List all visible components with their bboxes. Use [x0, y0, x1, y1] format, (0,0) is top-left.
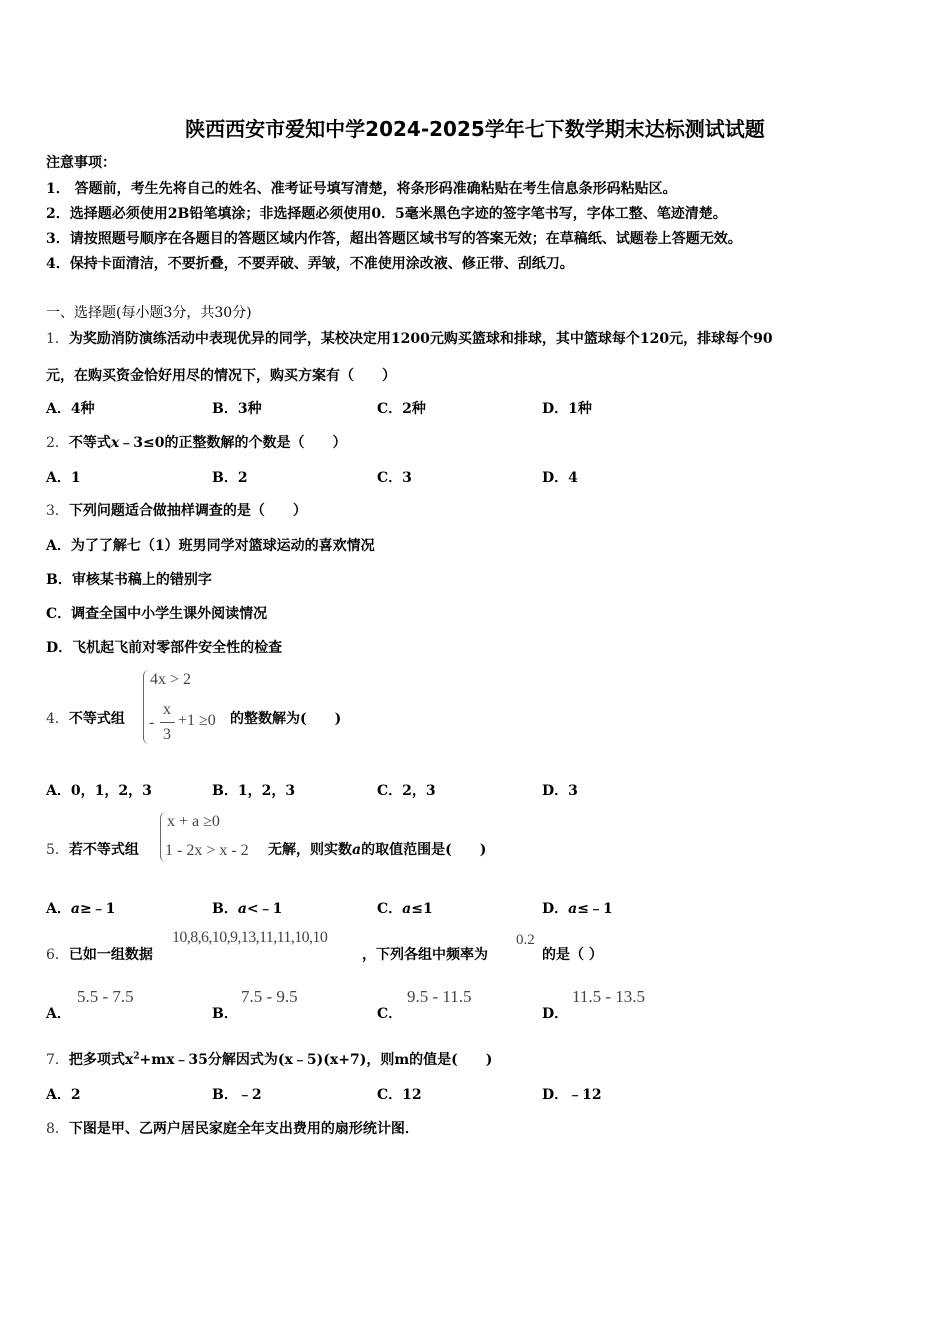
- question-number: 7．: [46, 1052, 69, 1068]
- variable-a: a: [352, 842, 362, 858]
- question-stem-mid: ，下列各组中频率为: [362, 947, 488, 963]
- variable-a: a: [402, 901, 412, 917]
- question-number: 1．: [46, 331, 69, 347]
- notice-item: 3．请按照题号顺序在各题目的答题区域内作答，超出答题区域书写的答案无效；在草稿纸、试题卷上答题无效。: [46, 231, 742, 247]
- option-c-label: C．: [377, 1006, 403, 1022]
- question-stem: 把多项式x: [68, 1052, 134, 1068]
- question-stem-rest: [268, 839, 486, 859]
- question-2: [46, 432, 347, 452]
- question-stem: 已如一组数据: [68, 947, 153, 963]
- variable-a: a: [70, 901, 80, 917]
- option-label: A．: [46, 901, 71, 917]
- option-d: D．4: [542, 470, 578, 486]
- question-number: 6．: [46, 947, 69, 963]
- option-b: B．2: [212, 470, 248, 486]
- page-title: 陕西西安市爱知中学2024-2025学年七下数学期末达标测试试题: [185, 117, 765, 141]
- question-stem-rest: +mx﹣35分解因式为(x﹣5)(x+7)，则m的值是( ): [139, 1052, 493, 1068]
- exponent: 2: [133, 1051, 140, 1062]
- question-8: [46, 1118, 419, 1138]
- option-d: D．飞机起飞前对零部件安全性的检查: [46, 640, 283, 656]
- notice-item: 2．选择题必须使用2B铅笔填涂；非选择题必须使用0．5毫米黑色字迹的签字笔书写，字体工整、笔迹清楚。: [46, 206, 727, 222]
- question-4-prefix: [46, 708, 125, 728]
- option-c: [377, 898, 433, 918]
- notice-item: 1． 答题前，考生先将自己的姓名、准考证号填写清楚，将条形码准确粘贴在考生信息条形码粘贴区。: [46, 181, 677, 197]
- option-label: B．: [212, 901, 238, 917]
- stem-text: 的取值范围是( ): [361, 842, 487, 858]
- question-3: [46, 500, 307, 520]
- option-text: <﹣1: [246, 901, 283, 917]
- question-stem-rest: 的整数解为( ): [230, 711, 342, 727]
- frequency-value: 0.2: [516, 932, 535, 948]
- question-stem: 若不等式组: [68, 842, 139, 858]
- option-b-label: B．: [212, 1006, 238, 1022]
- question-stem-rest: ﹣3≤0的正整数解的个数是（ ）: [119, 435, 347, 451]
- question-1-line2: 元，在购买资金恰好用尽的情况下，购买方案有（ ）: [46, 368, 396, 384]
- option-d: [542, 898, 613, 918]
- question-5-prefix: [46, 839, 139, 859]
- question-number: 4．: [46, 711, 69, 727]
- section-heading: 一、选择题(每小题3分，共30分): [46, 305, 252, 321]
- question-stem-rest: 的是（ ）: [542, 947, 603, 963]
- inequality-1: 4x > 2: [150, 671, 192, 688]
- option-c-range: 9.5 - 11.5: [407, 987, 472, 1006]
- question-number: 8．: [46, 1121, 69, 1137]
- option-c: C．3: [377, 470, 412, 486]
- fraction-bar: [160, 722, 175, 723]
- minus-sign: -: [149, 714, 155, 731]
- option-text: ≥﹣1: [79, 901, 116, 917]
- option-b: B．3种: [212, 401, 262, 417]
- question-1: [46, 328, 773, 348]
- option-label: D．: [542, 901, 569, 917]
- option-c: C．2种: [377, 401, 426, 417]
- option-d: D．1种: [542, 401, 592, 417]
- question-stem: 下图是甲、乙两户居民家庭全年支出费用的扇形统计图．: [68, 1121, 419, 1137]
- question-stem: 不等式组: [68, 711, 125, 727]
- stem-text: 无解，则实数: [268, 842, 352, 858]
- option-a: A．为了了解七（1）班男同学对篮球运动的喜欢情况: [46, 538, 375, 554]
- notice-item: 4．保持卡面清洁，不要折叠，不要弄破、弄皱，不准使用涂改液、修正带、刮纸刀。: [46, 256, 574, 272]
- system-brace: [143, 670, 150, 744]
- option-b: B．﹣2: [212, 1087, 262, 1103]
- fraction-numerator: x: [163, 701, 171, 718]
- variable-x: x: [110, 435, 120, 451]
- inequality-2: 1 - 2x > x - 2: [165, 842, 249, 859]
- option-b: B．审核某书稿上的错别字: [46, 572, 212, 588]
- option-label: C．: [377, 901, 403, 917]
- variable-a: a: [237, 901, 247, 917]
- inequality-2-rest: +1 ≥0: [178, 712, 216, 729]
- option-a: A．4种: [46, 401, 95, 417]
- option-a: A．1: [46, 470, 81, 486]
- option-text: ≤1: [411, 901, 433, 917]
- option-d-range: 11.5 - 13.5: [572, 987, 646, 1006]
- option-d: D．3: [542, 783, 578, 799]
- option-b: B．1，2，3: [212, 783, 296, 799]
- option-b-range: 7.5 - 9.5: [241, 987, 298, 1006]
- question-stem: 为奖励消防演练活动中表现优异的同学，某校决定用1200元购买篮球和排球，其中篮球每个120元，排球每个90: [68, 331, 773, 347]
- option-a: A．0，1，2，3: [46, 783, 152, 799]
- notice-heading: 注意事项：: [46, 155, 116, 171]
- question-stem: 不等式: [68, 435, 111, 451]
- option-b: [212, 898, 282, 918]
- question-stem: 下列问题适合做抽样调查的是（ ）: [68, 503, 307, 519]
- option-a-label: A．: [46, 1006, 71, 1022]
- data-set: 10,8,6,10,9,13,11,11,10,10: [172, 929, 328, 946]
- fraction-denominator: 3: [163, 726, 171, 743]
- option-c: C．2，3: [377, 783, 436, 799]
- question-number: 3．: [46, 503, 69, 519]
- inequality-1: x + a ≥0: [167, 813, 220, 830]
- option-d: D．﹣12: [542, 1087, 602, 1103]
- question-number: 5．: [46, 842, 69, 858]
- option-c: C．12: [377, 1087, 422, 1103]
- variable-a: a: [568, 901, 578, 917]
- question-7: [46, 1049, 492, 1069]
- option-d-label: D．: [542, 1006, 569, 1022]
- question-6-prefix: [46, 944, 153, 964]
- option-a: [46, 898, 115, 918]
- question-number: 2．: [46, 435, 69, 451]
- option-a: A．2: [46, 1087, 81, 1103]
- option-c: C．调查全国中小学生课外阅读情况: [46, 606, 268, 622]
- option-text: ≤﹣1: [577, 901, 613, 917]
- option-a-range: 5.5 - 7.5: [77, 987, 134, 1006]
